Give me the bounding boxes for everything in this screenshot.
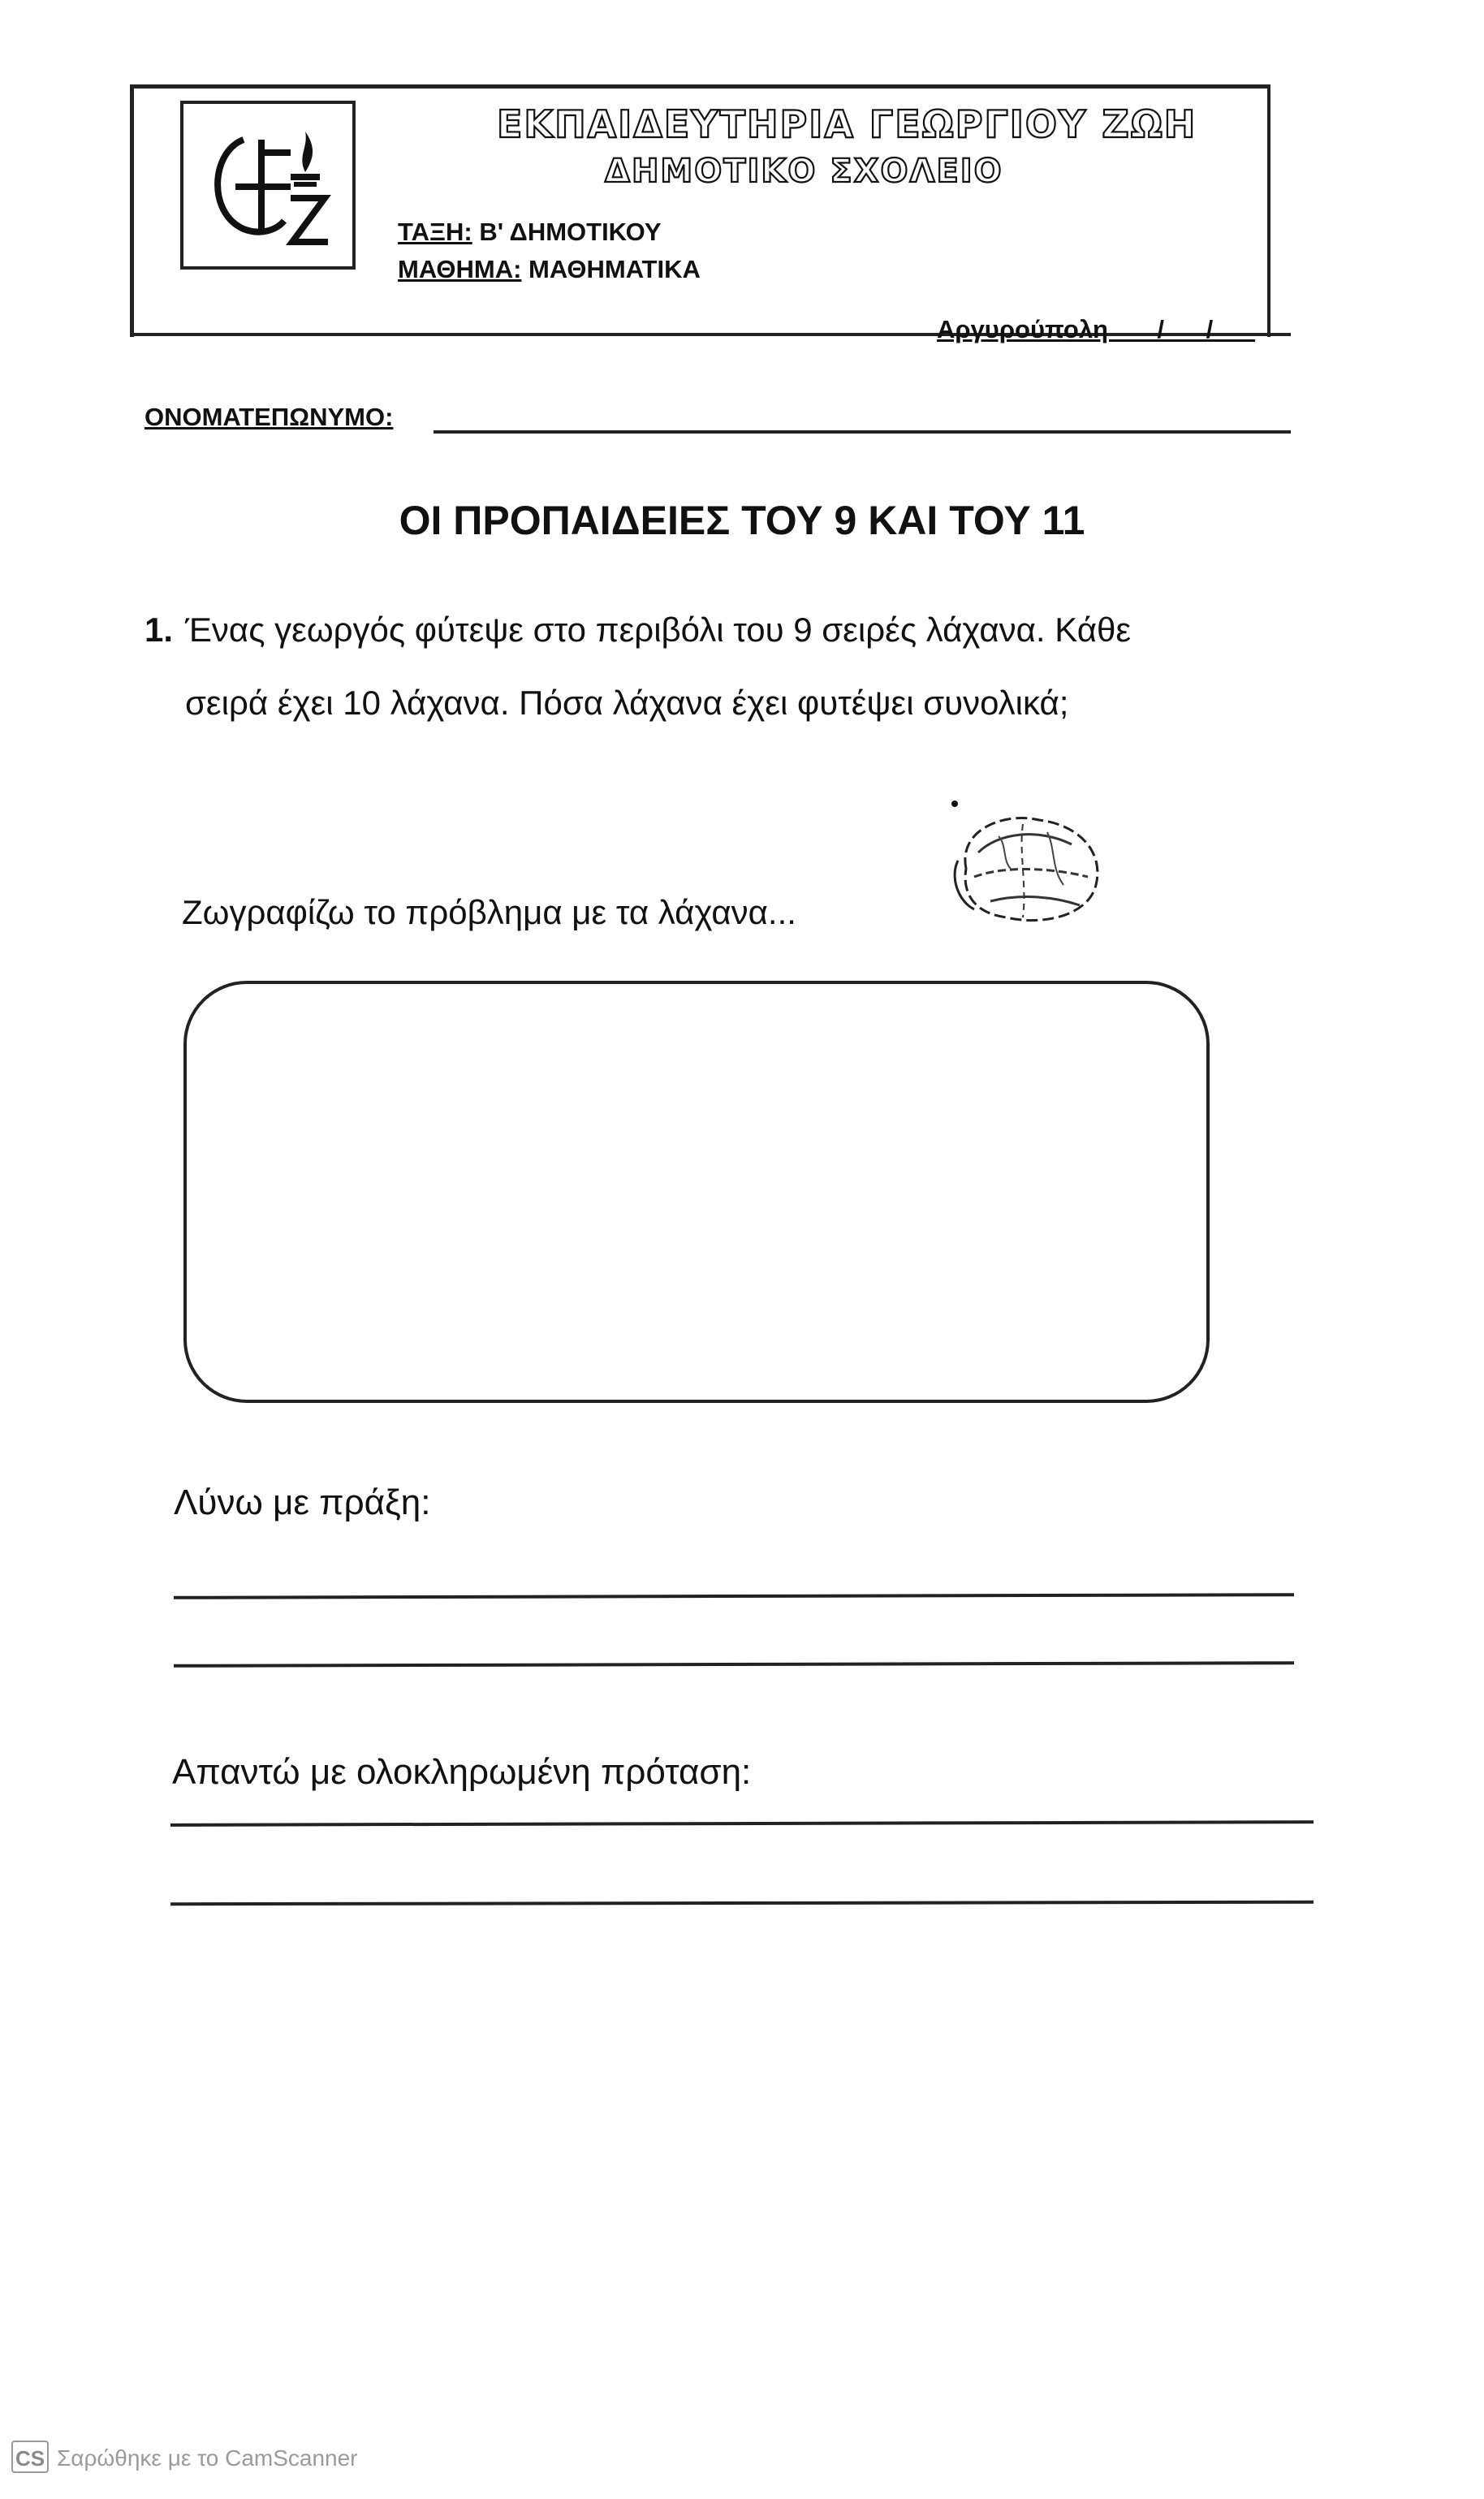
worksheet-title: ΟΙ ΠΡΟΠΑΙΔΕΙΕΣ ΤΟΥ 9 ΚΑΙ ΤΟΥ 11 [399,498,1085,543]
place-date-field[interactable]: Αργυρούπολη ___/___/___ [937,315,1255,343]
camscanner-icon: CS [11,2441,49,2473]
solve-answer-line[interactable] [174,1593,1294,1599]
subject-value: ΜΑΘΗΜΑΤΙΚΑ [528,255,701,283]
school-logo-icon [187,107,349,263]
class-value: Β' ΔΗΜΟΤΙΚΟΥ [479,218,662,246]
exercise-text-line1: Ένας γεωργός φύτεψε στο περιβόλι του 9 σειρές λάχανα. Κάθε [185,611,1132,649]
drawing-area[interactable] [183,981,1210,1403]
class-label: ΤΑΞΗ: [398,218,472,246]
subject-label: ΜΑΘΗΜΑ: [398,255,522,283]
draw-prompt: Ζωγραφίζω το πρόβλημα με τα λάχανα... [182,893,796,931]
student-name-label: ΟΝΟΜΑΤΕΠΩΝΥΜΟ: [145,403,394,431]
solve-answer-line[interactable] [174,1661,1294,1668]
school-type: ΔΗΜΟΤΙΚΟ ΣΧΟΛΕΙΟ [605,153,1003,190]
scan-watermark-text: Σαρώθηκε με το CamScanner [57,2445,358,2471]
subject-info [398,255,701,284]
sentence-answer-line[interactable] [170,1901,1314,1906]
class-info [398,218,662,247]
exercise-text-line2: σειρά έχει 10 λάχανα. Πόσα λάχανα έχει φυτέψει συνολικά; [185,684,1069,722]
student-name-line[interactable] [434,430,1291,434]
cabbage-icon [942,796,1112,934]
solve-label: Λύνω με πράξη: [174,1483,431,1522]
school-name: ΕΚΠΑΙΔΕΥΤΗΡΙΑ ΓΕΩΡΓΙΟΥ ΖΩΗ [497,102,1197,146]
sentence-answer-line[interactable] [170,1820,1314,1827]
exercise-number: 1. [145,611,174,649]
answer-label: Απαντώ με ολοκληρωμένη πρόταση: [172,1752,752,1792]
